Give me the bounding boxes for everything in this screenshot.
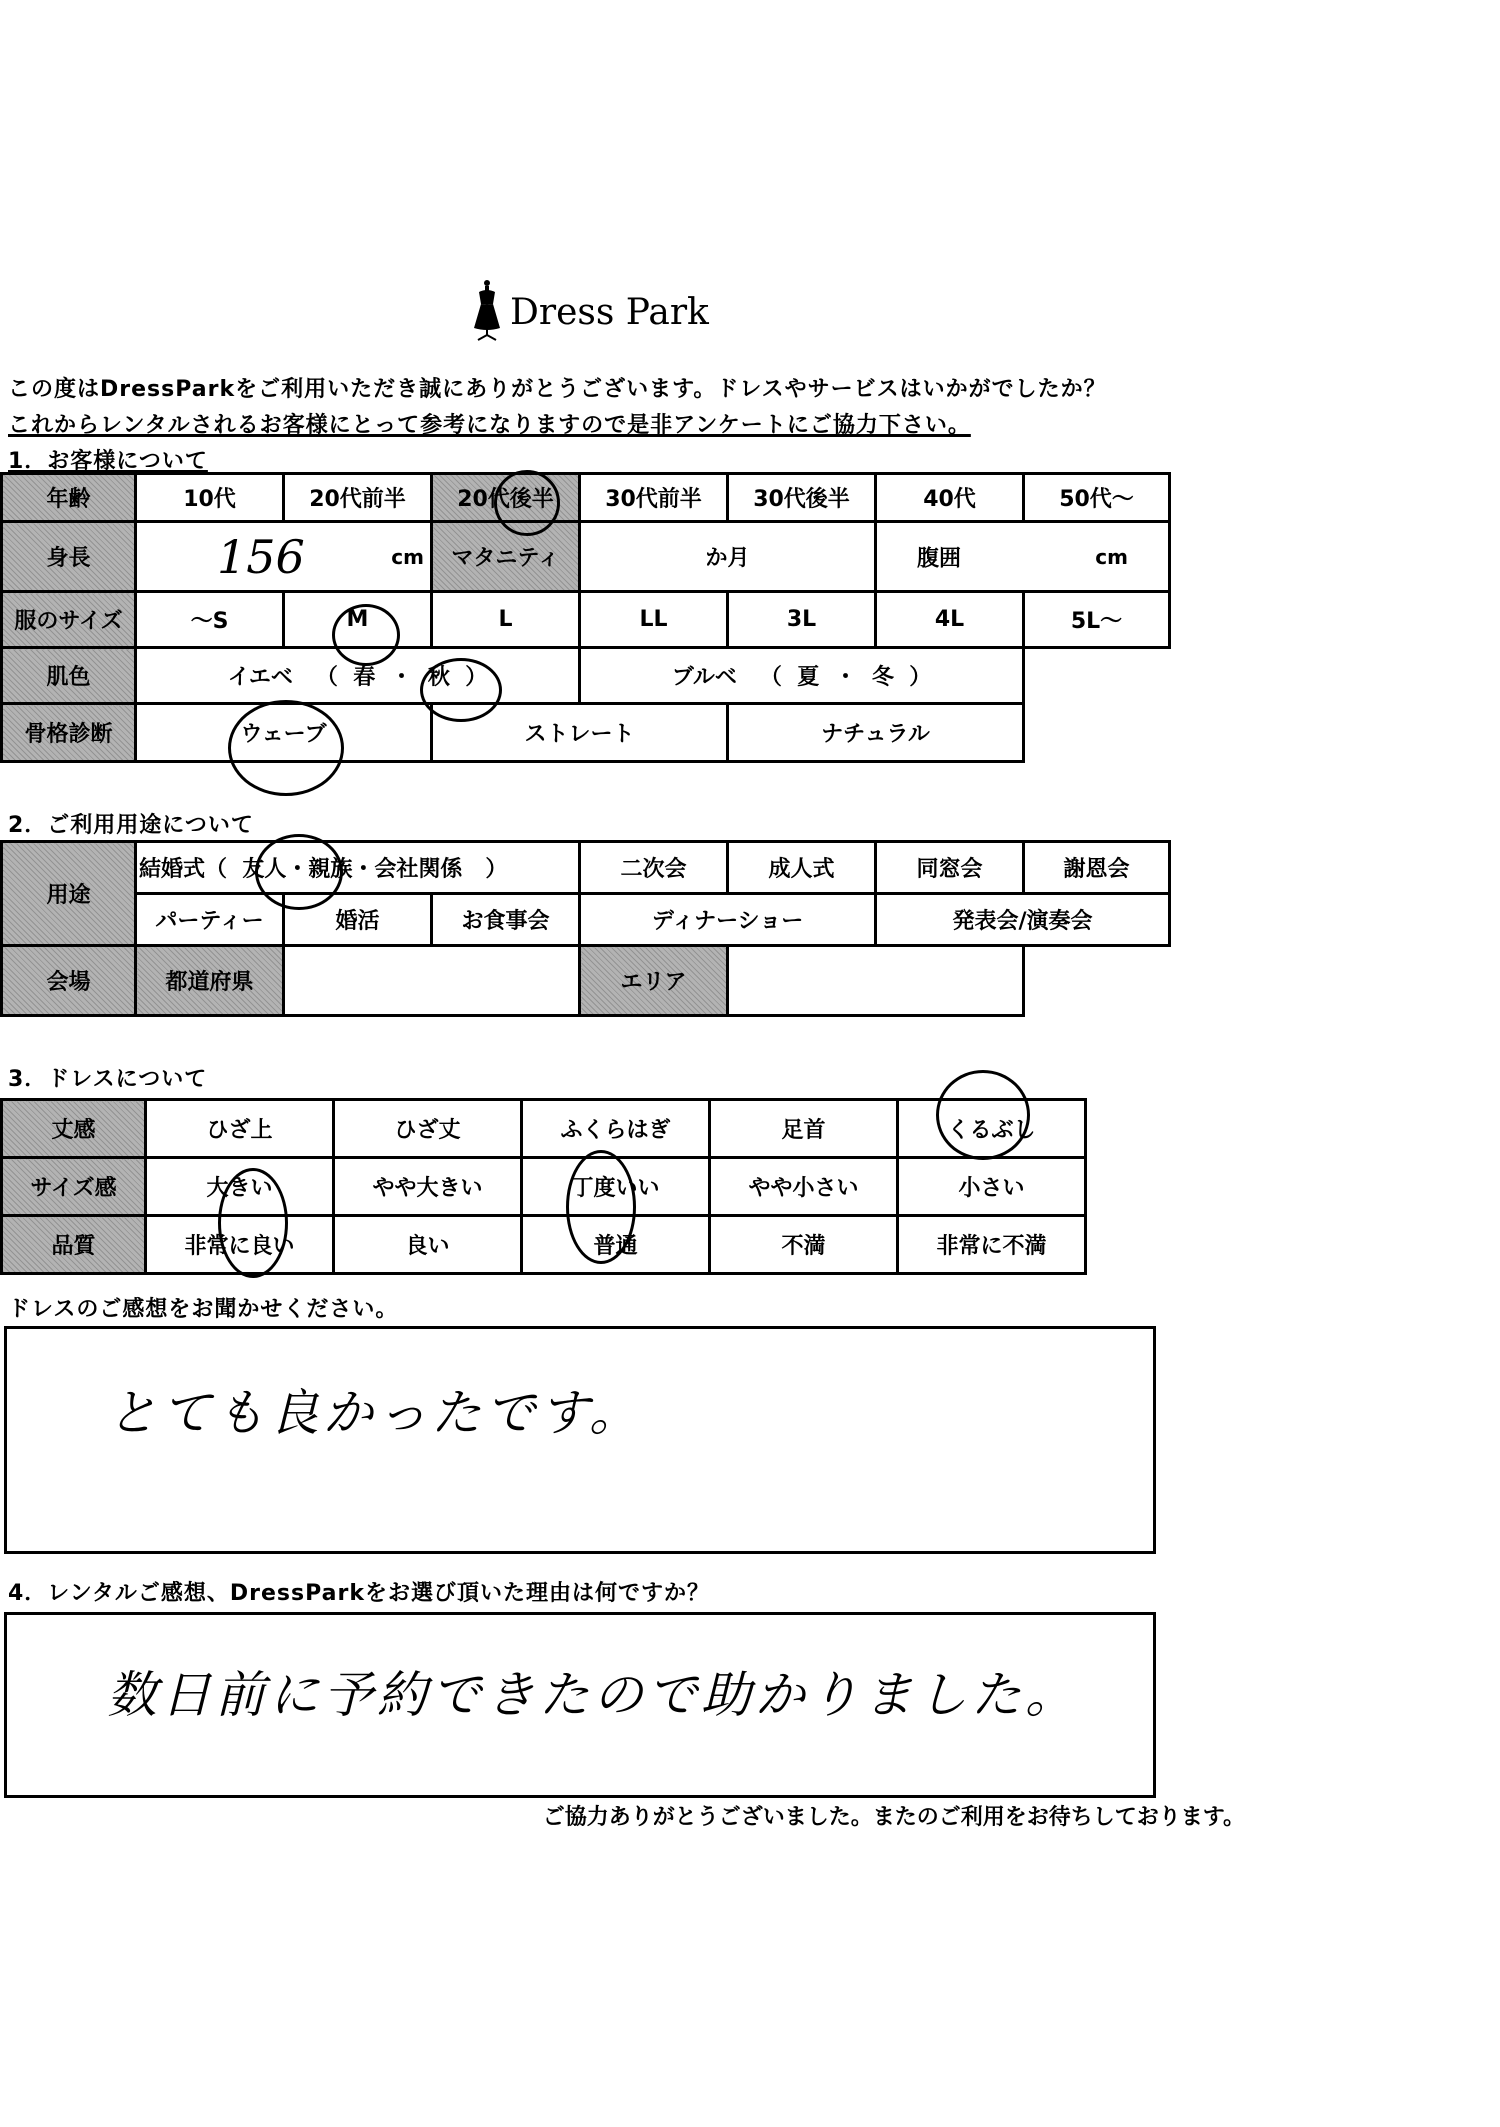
quality-row	[2, 1216, 1086, 1274]
size-option[interactable]: LL	[580, 592, 728, 648]
blue-base-text: ブルベ	[671, 665, 737, 690]
fit-option[interactable]: やや小さい	[710, 1158, 898, 1216]
section3-title: 3．ドレスについて	[8, 1067, 208, 1092]
age-option[interactable]: 20代前半	[284, 474, 432, 522]
size-label: 服のサイズ	[2, 592, 136, 648]
age-row	[2, 474, 1170, 522]
size-row	[2, 592, 1170, 648]
usage-option[interactable]: 成人式	[728, 842, 876, 894]
section1-title: 1．お客様について	[8, 449, 208, 474]
size-option[interactable]: ～S	[136, 592, 284, 648]
bone-option-selected[interactable]: ウェーブ	[136, 704, 432, 762]
fit-option[interactable]: 大きい	[146, 1158, 334, 1216]
empty-cell	[1024, 648, 1170, 704]
length-label: 丈感	[2, 1100, 146, 1158]
usage-option[interactable]: 二次会	[580, 842, 728, 894]
closing-message: ご協力ありがとうございました。またのご利用をお待ちしております。	[542, 1805, 1245, 1830]
dress-form-icon	[470, 278, 504, 342]
quality-option-selected[interactable]: 非常に良い	[146, 1216, 334, 1274]
length-option[interactable]: ひざ丈	[334, 1100, 522, 1158]
age-option[interactable]: 10代	[136, 474, 284, 522]
wedding-close: ）	[485, 857, 508, 882]
winter-option[interactable]: 冬	[871, 665, 894, 690]
friend-option-selected[interactable]: 友人	[242, 857, 287, 882]
maternity-label: マタニティ	[432, 522, 580, 592]
usage-row-1	[2, 842, 1170, 894]
wedding-prefix: 結婚式（	[139, 857, 228, 882]
usage-option[interactable]: ディナーショー	[580, 894, 876, 946]
section4-title: 4．レンタルご感想、DressParkをお選び頂いた理由は何ですか？	[8, 1581, 710, 1606]
paren-close: ）	[909, 665, 932, 690]
customer-info-table	[0, 472, 1171, 763]
age-option-selected[interactable]: 20代後半	[432, 474, 580, 522]
height-field[interactable]	[136, 522, 432, 592]
usage-option[interactable]: お食事会	[432, 894, 580, 946]
dresspark-logo	[470, 278, 710, 338]
height-row	[2, 522, 1170, 592]
size-option[interactable]: 3L	[728, 592, 876, 648]
quality-option[interactable]: 非常に不満	[898, 1216, 1086, 1274]
summer-option[interactable]: 夏	[797, 665, 820, 690]
usage-option[interactable]: 婚活	[284, 894, 432, 946]
blue-base-option[interactable]	[580, 648, 1024, 704]
paren-open: （	[315, 665, 338, 690]
yellow-base-text: イエベ	[227, 665, 293, 690]
reason-answer-box[interactable]	[4, 1612, 1156, 1798]
wedding-relations[interactable]: ・親族・会社関係	[286, 857, 463, 882]
length-option[interactable]: ふくらはぎ	[522, 1100, 710, 1158]
venue-label: 会場	[2, 946, 136, 1016]
empty-cell	[1024, 704, 1170, 762]
prefecture-label: 都道府県	[136, 946, 284, 1016]
reason-answer-text: 数日前に予約できたので助かりました。	[107, 1666, 1079, 1724]
area-field[interactable]	[728, 946, 1024, 1016]
usage-option[interactable]: 発表会/演奏会	[876, 894, 1170, 946]
size-option[interactable]: L	[432, 592, 580, 648]
age-option[interactable]: 30代前半	[580, 474, 728, 522]
length-option[interactable]: 足首	[710, 1100, 898, 1158]
usage-table	[0, 840, 1171, 1017]
paren-open: （	[759, 665, 782, 690]
bone-option[interactable]: ナチュラル	[728, 704, 1024, 762]
autumn-option-selected[interactable]: 秋	[427, 665, 450, 690]
intro-line-1: この度はDressParkをご利用いただき誠にありがとうございます。ドレスやサービスはいかがでしたか？	[8, 377, 1107, 402]
bone-label: 骨格診断	[2, 704, 136, 762]
height-label: 身長	[2, 522, 136, 592]
fit-option[interactable]: 小さい	[898, 1158, 1086, 1216]
intro-line-2: これからレンタルされるお客様にとって参考になりますので是非アンケートにご協力下さい。	[8, 413, 971, 438]
section2-title: 2．ご利用用途について	[8, 813, 254, 838]
bone-row	[2, 704, 1170, 762]
fit-row	[2, 1158, 1086, 1216]
maternity-months[interactable]: か月	[580, 522, 876, 592]
length-row	[2, 1100, 1086, 1158]
size-option-selected[interactable]: M	[284, 592, 432, 648]
usage-option[interactable]: 同窓会	[876, 842, 1024, 894]
quality-option[interactable]: 良い	[334, 1216, 522, 1274]
fit-option[interactable]: やや大きい	[334, 1158, 522, 1216]
dress-table	[0, 1098, 1087, 1275]
age-option[interactable]: 40代	[876, 474, 1024, 522]
paren-close: ）	[465, 665, 488, 690]
bone-option[interactable]: ストレート	[432, 704, 728, 762]
quality-option[interactable]: 普通	[522, 1216, 710, 1274]
fit-option-selected[interactable]: 丁度いい	[522, 1158, 710, 1216]
wedding-option[interactable]	[136, 842, 580, 894]
usage-option[interactable]: パーティー	[136, 894, 284, 946]
size-option[interactable]: 5L～	[1024, 592, 1170, 648]
dress-comment-prompt: ドレスのご感想をお聞かせください。	[8, 1297, 399, 1322]
skin-label: 肌色	[2, 648, 136, 704]
quality-option[interactable]: 不満	[710, 1216, 898, 1274]
yellow-base-option[interactable]	[136, 648, 580, 704]
waist-field[interactable]	[876, 522, 1170, 592]
age-option[interactable]: 50代～	[1024, 474, 1170, 522]
separator-dot: ・	[390, 665, 413, 690]
venue-row	[2, 946, 1170, 1016]
length-option[interactable]: ひざ上	[146, 1100, 334, 1158]
age-label: 年齢	[2, 474, 136, 522]
height-value: 156	[217, 529, 305, 584]
empty-cell	[1024, 946, 1170, 1016]
spring-option[interactable]: 春	[353, 665, 376, 690]
height-unit: cm	[391, 544, 424, 569]
usage-option[interactable]: 謝恩会	[1024, 842, 1170, 894]
dress-comment-text: とても良かったです。	[107, 1384, 643, 1442]
prefecture-field[interactable]	[284, 946, 580, 1016]
quality-label: 品質	[2, 1216, 146, 1274]
area-label: エリア	[580, 946, 728, 1016]
logo-wordmark: Dress Park	[510, 292, 709, 333]
age-option[interactable]: 30代後半	[728, 474, 876, 522]
length-option-selected[interactable]: くるぶし	[898, 1100, 1086, 1158]
usage-row-2	[2, 894, 1170, 946]
waist-unit: cm	[1095, 544, 1128, 569]
usage-label: 用途	[2, 842, 136, 946]
separator-dot: ・	[834, 665, 857, 690]
fit-label: サイズ感	[2, 1158, 146, 1216]
skin-row	[2, 648, 1170, 704]
dress-comment-box[interactable]	[4, 1326, 1156, 1554]
waist-label: 腹囲	[917, 546, 962, 571]
size-option[interactable]: 4L	[876, 592, 1024, 648]
